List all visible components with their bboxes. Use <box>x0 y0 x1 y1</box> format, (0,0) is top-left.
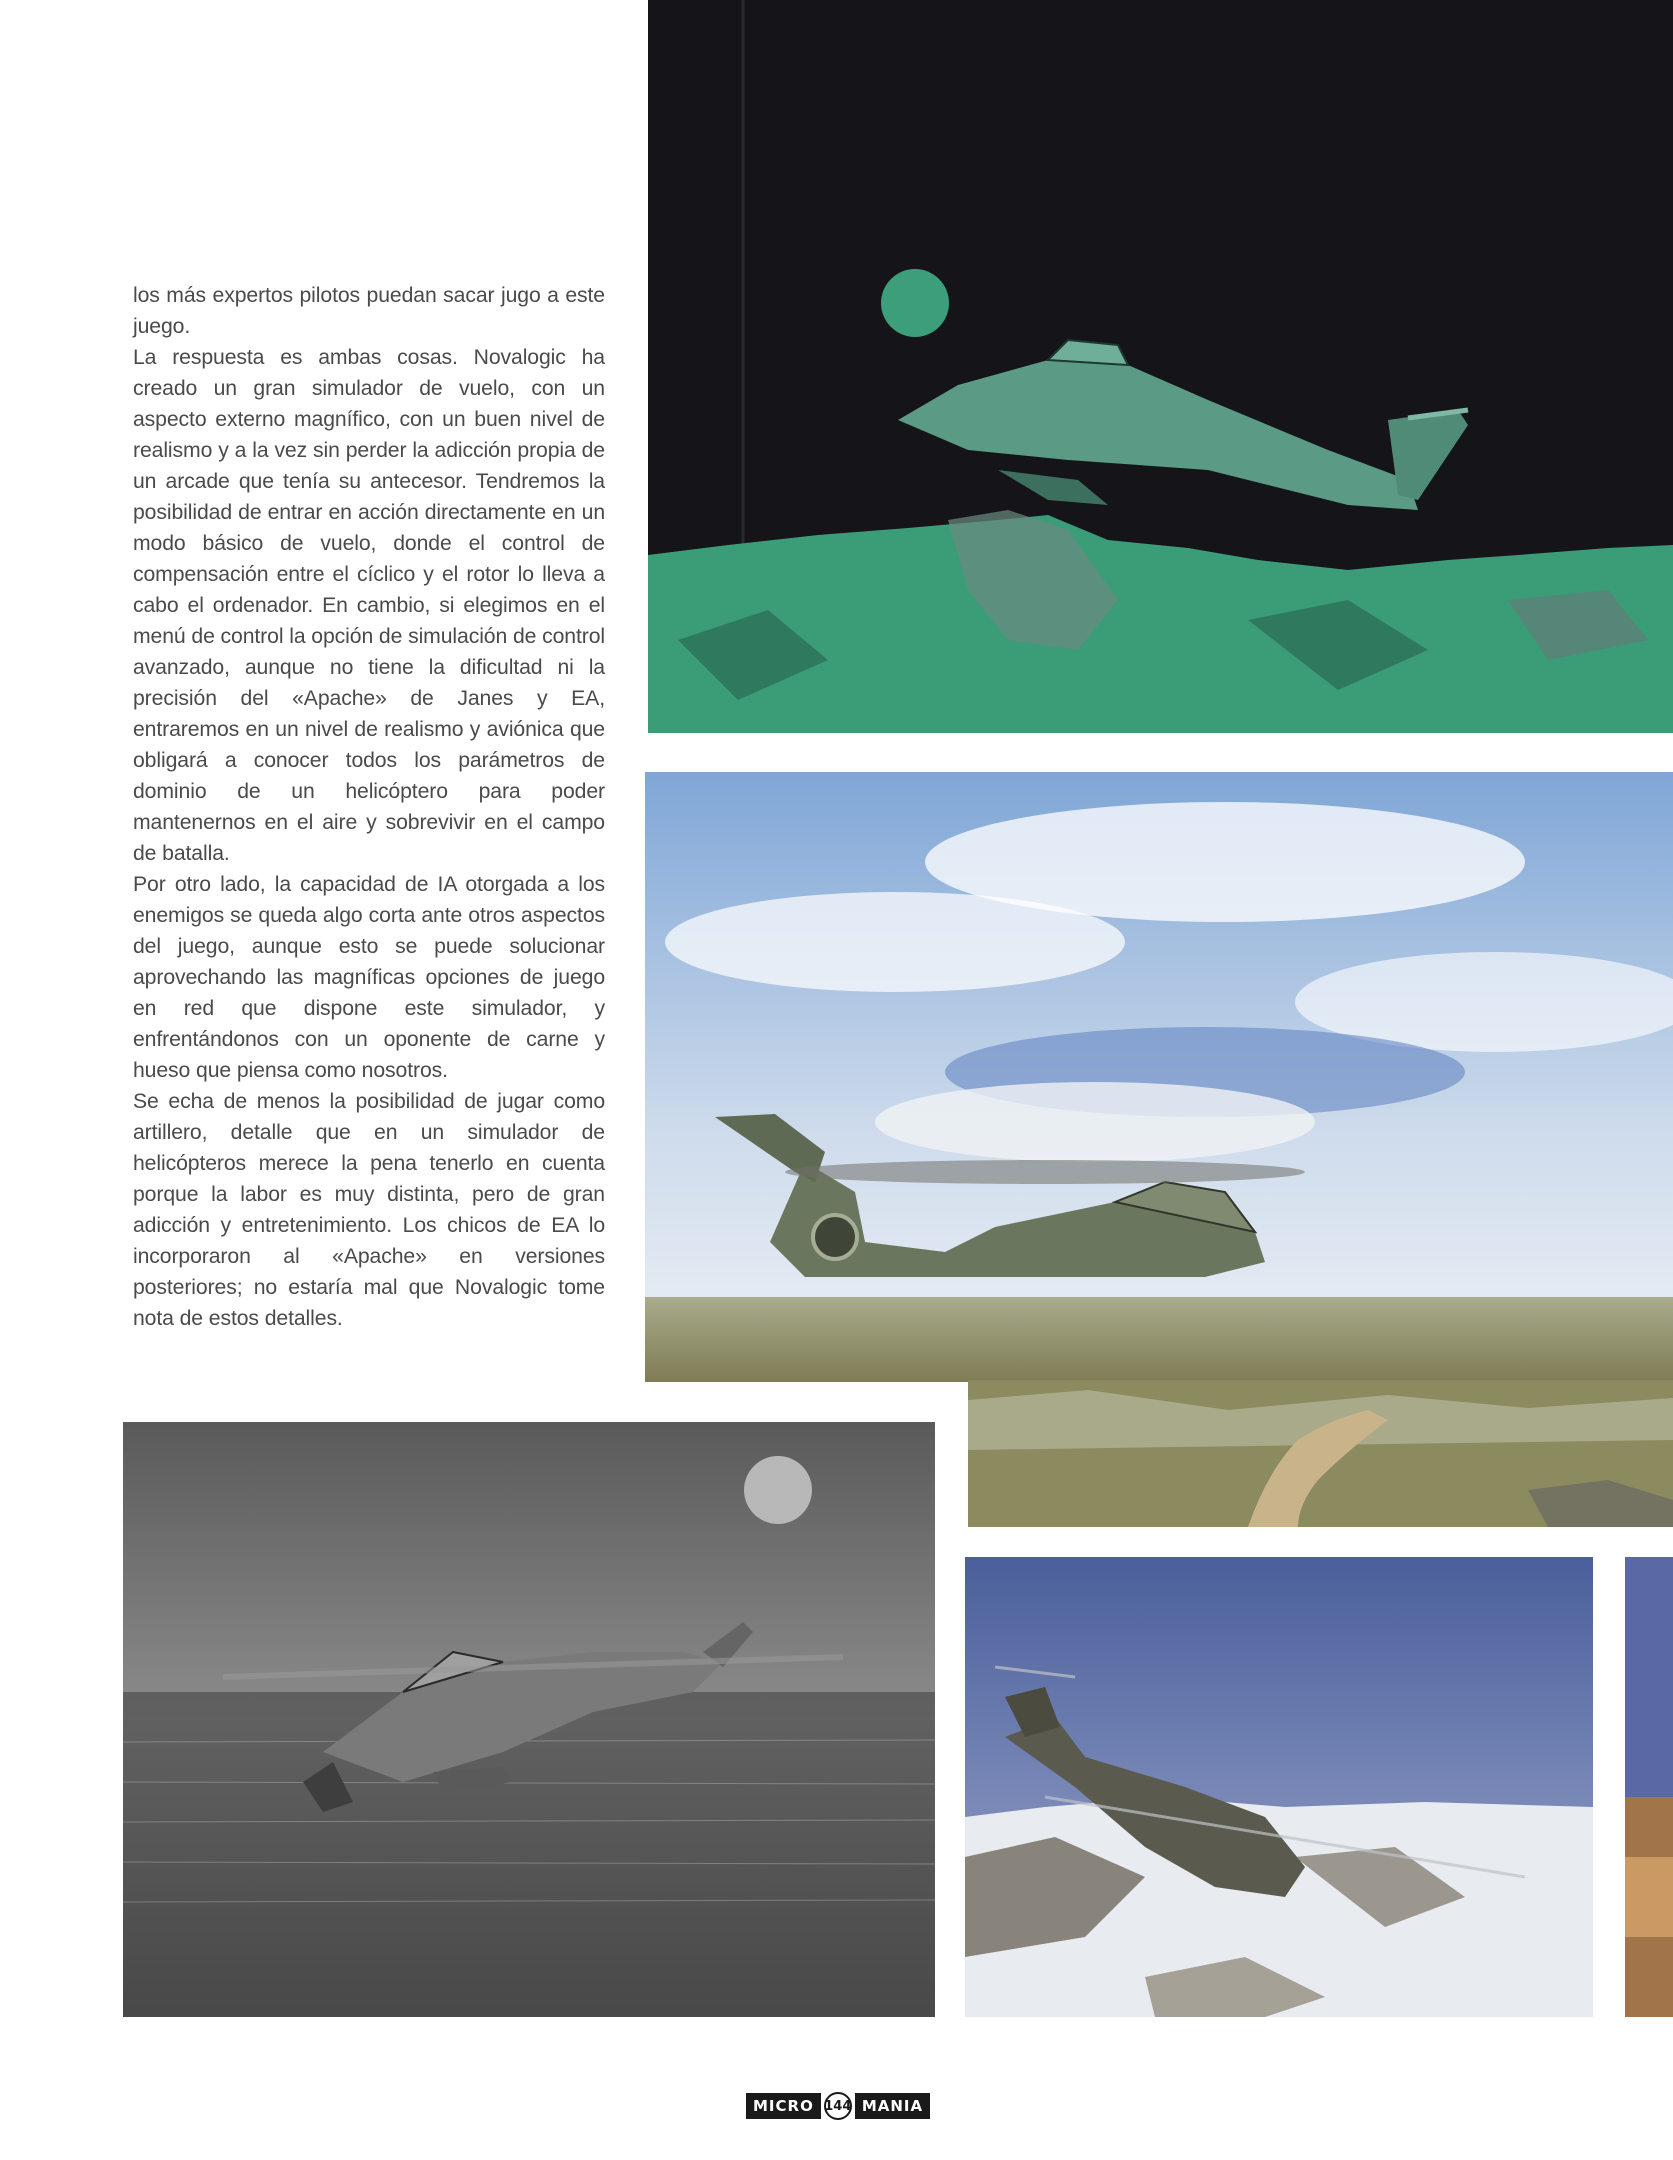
moon-icon <box>744 1456 812 1524</box>
page-number: 144 <box>824 2092 852 2120</box>
moon-icon <box>881 269 949 337</box>
article-paragraph: Por otro lado, la capacidad de IA otorgada a los enemigos se queda algo corta ante otros aspectos del juego, aunque esto se puede solucionar aprovechando las magníficas opciones de juego en red que dispone este simulador, y enfrentándonos con un oponente de carne y hueso que piensa como nosotros. <box>133 873 605 1082</box>
screenshot-snow-mountains <box>965 1557 1593 2017</box>
screenshot-day-terrain <box>968 1380 1673 1527</box>
article-paragraph: Se echa de menos la posibilidad de jugar como artillero, detalle que en un simulador de helicópteros merece la pena tenerlo en cuenta porque la labor es muy distinta, pero de gran adicción y entretenimiento. Los chicos de EA lo incorporaron al «Apache» en versiones posteriores; no estaría mal que Novalogic tome nota de estos detalles. <box>133 1090 605 1330</box>
screenshot-day-helicopter <box>645 772 1673 1382</box>
article-paragraph: La respuesta es ambas cosas. Novalogic ha creado un gran simulador de vuelo, con un aspecto externo magnífico, con un buen nivel de realismo y a la vez sin perder la adicción propia de un arcade que tenía su antecesor. Tendremos la posibilidad de entrar en acción directamente en un modo básico de vuelo, donde el control de compensación entre el cíclico y el rotor lo lleva a cabo el ordenador. En cambio, si elegimos en el menú de control la opción de simulación de control avanzado, aunque no tiene la dificultad ni la precisión del «Apache» de Janes y EA, entraremos en un nivel de realismo y aviónica que obligará a conocer todos los parámetros de dominio de un helicóptero para poder mantenernos en el aire y sobrevivir en el campo de batalla. <box>133 346 605 865</box>
screenshot-edge <box>1625 1557 1673 2017</box>
logo-mania: MANIA <box>855 2093 930 2119</box>
screenshot-night-helicopter <box>648 0 1673 733</box>
magazine-footer <box>746 2092 930 2120</box>
article-paragraph: los más expertos pilotos puedan sacar jugo a este juego. <box>133 284 605 338</box>
screenshot-moonlit-sea <box>123 1422 935 2017</box>
logo-micro: MICRO <box>746 2093 821 2119</box>
article-body <box>133 280 605 1334</box>
